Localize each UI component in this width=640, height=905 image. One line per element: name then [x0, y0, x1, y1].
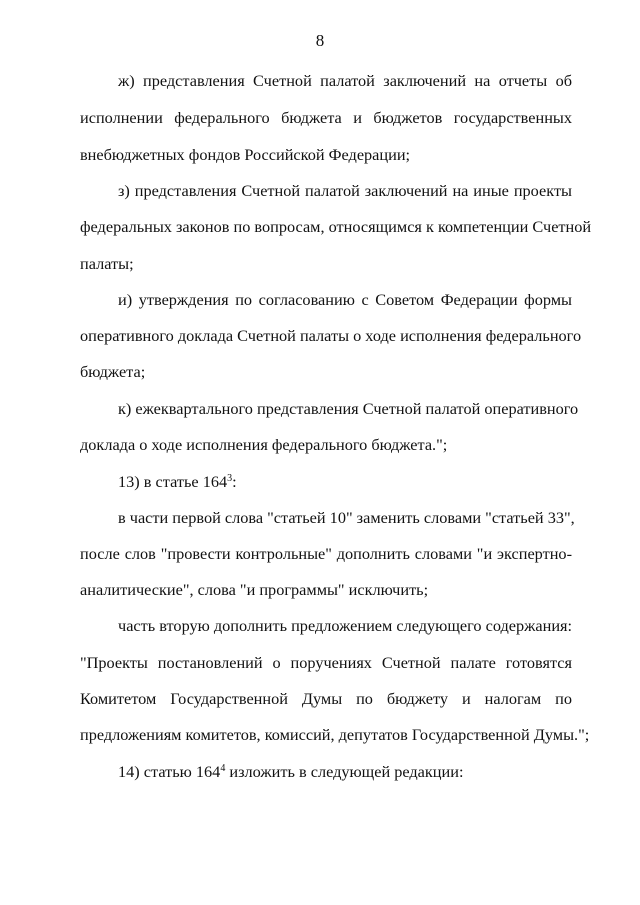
text-line: бюджета;	[80, 362, 146, 381]
text-line: федеральных законов по вопросам, относящимся к компетенции Счетной	[80, 217, 592, 236]
text-line: оперативного доклада Счетной палаты о ходе исполнения федерального	[80, 326, 582, 345]
text-line: в части первой слова "статьей 10" заменить словами "статьей 33",	[118, 508, 575, 527]
text-line: и) утверждения по согласованию с Советом Федерации формы	[118, 290, 572, 309]
text-line: аналитические", слова "и программы" исключить;	[80, 580, 429, 599]
text-line: к) ежеквартального представления Счетной палатой оперативного	[118, 399, 579, 418]
text-line: з) представления Счетной палатой заключений на иные проекты	[118, 181, 572, 200]
superscript: 4	[220, 763, 226, 774]
text-line: палаты;	[80, 254, 134, 273]
text-line	[118, 472, 572, 492]
text-line: исполнении федерального бюджета и бюджетов государственных	[80, 108, 572, 127]
text-segment: изложить в следующей редакции:	[225, 762, 464, 781]
text-segment: 13) в статье 164	[118, 472, 228, 491]
text-line: внебюджетных фондов Российской Федерации;	[80, 145, 411, 164]
text-line: после слов "провести контрольные" дополнить словами "и экспертно-	[80, 544, 572, 563]
text-segment: 14) статью 164	[118, 762, 221, 781]
text-line: часть вторую дополнить предложением следующего содержания:	[118, 616, 573, 635]
text-line: Комитетом Государственной Думы по бюджету и налогам по	[80, 689, 572, 708]
text-line	[118, 762, 572, 782]
text-segment: :	[232, 472, 237, 491]
page-number: 8	[315, 31, 325, 50]
text-line: предложениям комитетов, комиссий, депутатов Государственной Думы.";	[80, 725, 590, 744]
text-line: ж) представления Счетной палатой заключений на отчеты об	[118, 71, 572, 90]
text-line: доклада о ходе исполнения федерального бюджета.";	[80, 435, 448, 454]
text-line: "Проекты постановлений о поручениях Счетной палате готовятся	[80, 653, 572, 672]
superscript: 3	[227, 473, 233, 484]
